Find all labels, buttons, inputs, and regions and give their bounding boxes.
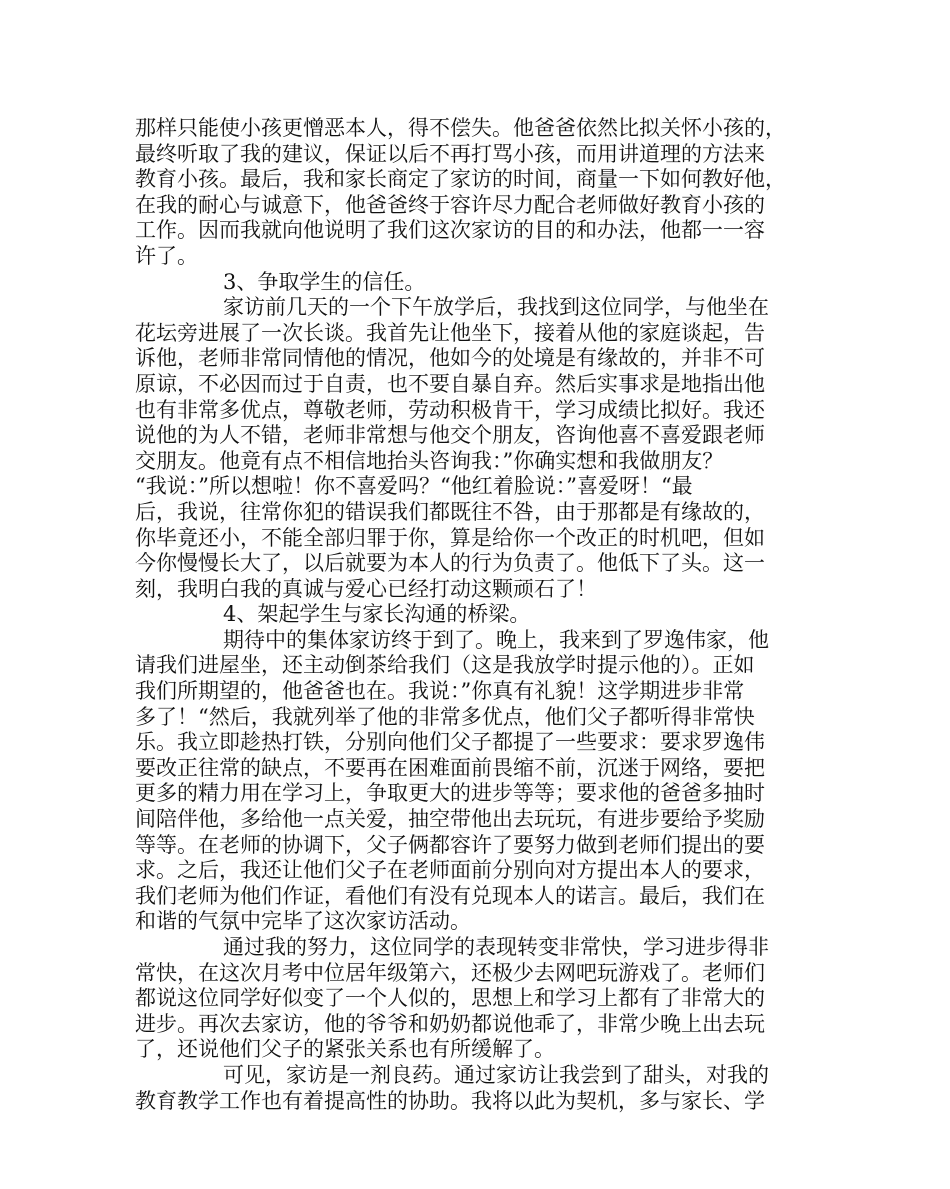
text-line: 家访前几天的一个下午放学后，我找到这位同学，与他坐在 xyxy=(223,295,769,320)
text-line: 求。之后，我还让他们父子在老师面前分别向对方提出本人的要求， xyxy=(135,858,765,883)
text-line: 在我的耐心与诚意下，他爸爸终于容许尽力配合老师做好教育小孩的 xyxy=(135,192,765,217)
text-line: 诉他，老师非常同情他的情况，他如今的处境是有缘故的，并非不可 xyxy=(135,346,765,371)
text-line: 乐。我立即趁热打铁，分别向他们父子都提了一些要求：要求罗逸伟 xyxy=(135,730,765,755)
text-line: 期待中的集体家访终于到了。晚上，我来到了罗逸伟家，他 xyxy=(223,627,769,652)
text-line: 间陪伴他，多给他一点关爱，抽空带他出去玩玩，有进步要给予奖励 xyxy=(135,807,765,832)
text-line: 那样只能使小孩更憎恶本人，得不偿失。他爸爸依然比拟关怀小孩的， xyxy=(135,116,786,140)
text-line: 今你慢慢长大了，以后就要为本人的行为负责了。他低下了头。这一 xyxy=(135,551,765,576)
text-line: 刻，我明白我的真诚与爱心已经打动这颗顽石了！ xyxy=(135,576,597,601)
document-body xyxy=(135,116,825,1114)
text-line: 教育教学工作也有着提高性的协助。我将以此为契机，多与家长、学 xyxy=(135,1088,765,1113)
text-line: 和谐的气氛中完毕了这次家访活动。 xyxy=(135,909,471,934)
text-line: 都说这位同学好似变了一个人似的，思想上和学习上都有了非常大的 xyxy=(135,986,765,1011)
text-line: 你毕竟还小，不能全部归罪于你，算是给你一个改正的时机吧，但如 xyxy=(135,525,765,550)
text-line: 请我们进屋坐，还主动倒茶给我们（这是我放学时提示他的）。正如 xyxy=(135,653,755,678)
text-line: 教育小孩。最后，我和家长商定了家访的时间，商量一下如何教好他， xyxy=(135,167,786,192)
text-line: 进步。再次去家访，他的爷爷和奶奶都说他乖了，非常少晚上出去玩 xyxy=(135,1011,765,1036)
text-line: 要改正往常的缺点，不要再在困难面前畏缩不前，沉迷于网络，要把 xyxy=(135,755,765,780)
text-line: 了，还说他们父子的紧张关系也有所缓解了。 xyxy=(135,1037,555,1062)
text-line: 我们所期望的，他爸爸也在。我说：”你真有礼貌！这学期进步非常 xyxy=(135,679,745,704)
text-line: 花坛旁进展了一次长谈。我首先让他坐下，接着从他的家庭谈起，告 xyxy=(135,320,765,345)
text-line: 原谅，不必因而过于自责，也不要自暴自弃。然后实事求是地指出他 xyxy=(135,371,765,396)
text-line: 等等。在老师的协调下，父子俩都容许了要努力做到老师们提出的要 xyxy=(135,832,765,857)
text-line: 可见，家访是一剂良药。通过家访让我尝到了甜头，对我的 xyxy=(223,1062,769,1087)
text-line: “我说：”所以想啦！你不喜爱吗？“他红着脸说：”喜爱呀！“最 xyxy=(135,474,693,499)
text-line: 后，我说，往常你犯的错误我们都既往不咎，由于那都是有缘故的， xyxy=(135,499,765,524)
section-heading: 4、架起学生与家长沟通的桥梁。 xyxy=(223,602,531,627)
text-line: 工作。因而我就向他说明了我们这次家访的目的和办法，他都一一容 xyxy=(135,218,765,243)
text-line: 也有非常多优点，尊敬老师，劳动积极肯干，学习成绩比拟好。我还 xyxy=(135,397,765,422)
text-line: 说他的为人不错，老师非常想与他交个朋友，咨询他喜不喜爱跟老师 xyxy=(135,423,765,448)
text-line: 常快，在这次月考中位居年级第六，还极少去网吧玩游戏了。老师们 xyxy=(135,960,765,985)
text-line: 通过我的努力，这位同学的表现转变非常快，学习进步得非 xyxy=(223,935,769,959)
text-line: 我们老师为他们作证，看他们有没有兑现本人的诺言。最后，我们在 xyxy=(135,883,765,908)
text-line: 更多的精力用在学习上，争取更大的进步等等；要求他的爸爸多抽时 xyxy=(135,781,765,806)
text-line: 交朋友。他竟有点不相信地抬头咨询我：”你确实想和我做朋友？ xyxy=(135,448,724,473)
text-line: 许了。 xyxy=(135,243,198,268)
section-heading: 3、争取学生的信任。 xyxy=(223,269,426,294)
text-line: 最终听取了我的建议，保证以后不再打骂小孩，而用讲道理的方法来 xyxy=(135,141,765,166)
text-line: 多了！“然后，我就列举了他的非常多优点，他们父子都听得非常快 xyxy=(135,704,755,729)
